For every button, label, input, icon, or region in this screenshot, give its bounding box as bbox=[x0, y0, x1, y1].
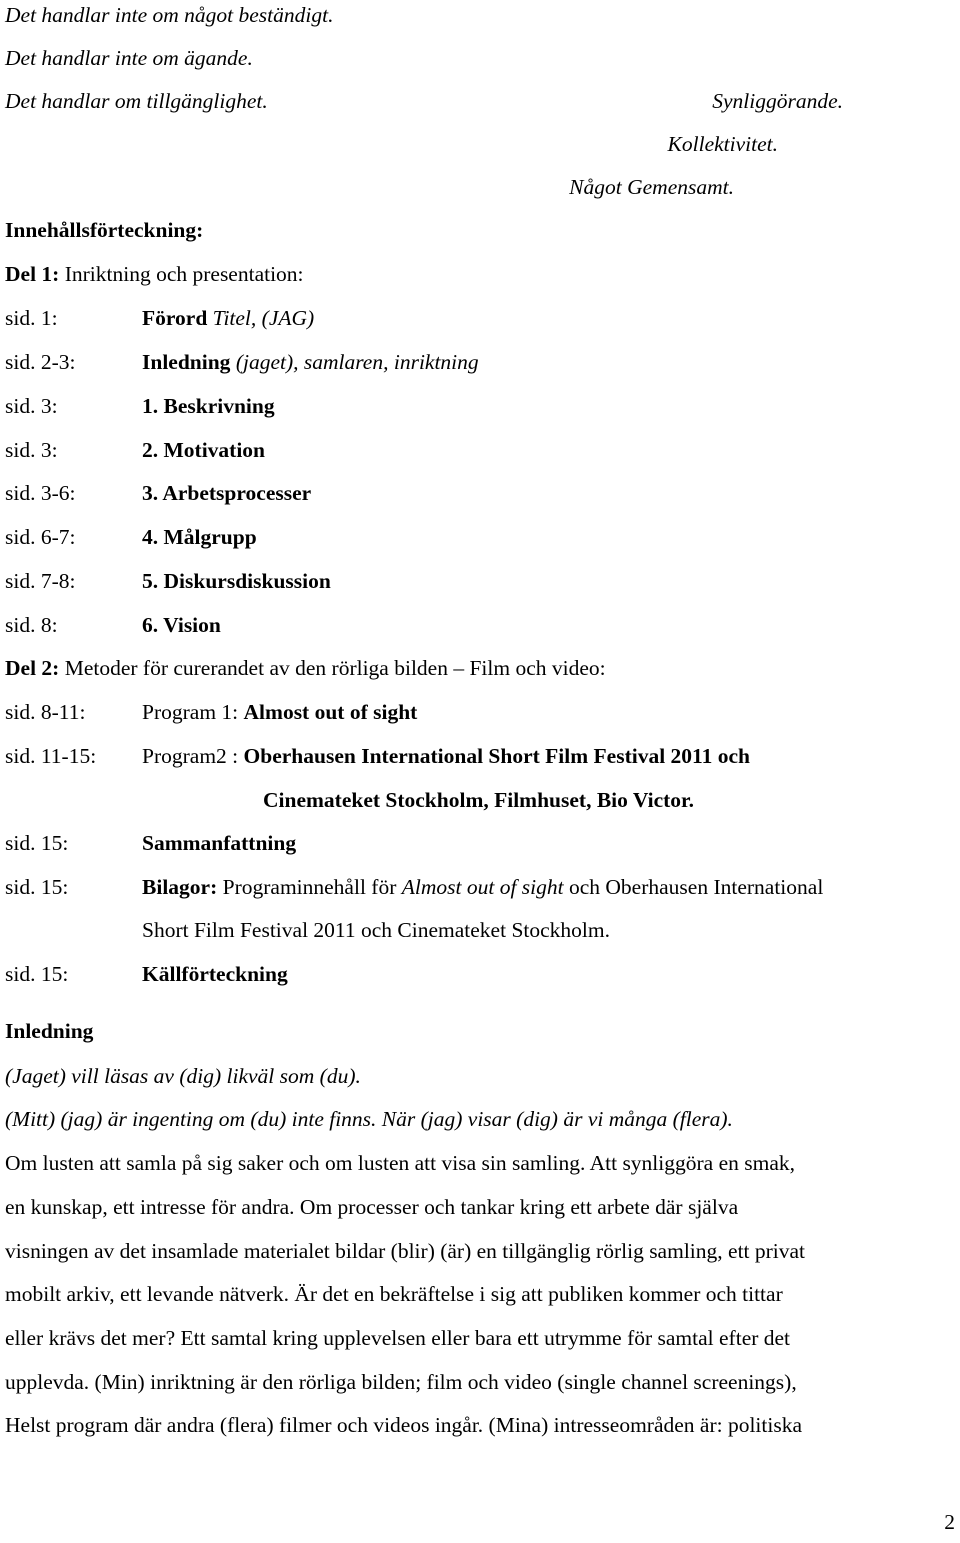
toc-entry-title: 2. Motivation bbox=[142, 438, 266, 462]
epigraph-line-3: Det handlar om tillgänglighet. bbox=[5, 89, 268, 113]
toc-page: sid. 8-11: bbox=[5, 700, 86, 724]
toc-entry-title: 4. Målgrupp bbox=[142, 525, 257, 549]
toc-entry-title-continued: Cinemateket Stockholm, Filmhuset, Bio Victor. bbox=[263, 788, 694, 812]
toc-part-1-title: Inriktning och presentation: bbox=[64, 262, 304, 286]
toc-entry-prefix: Program 1: bbox=[142, 700, 244, 724]
toc-entry bbox=[142, 352, 479, 374]
epigraph-line-2: Det handlar inte om ägande. bbox=[5, 46, 253, 70]
toc-entry bbox=[142, 702, 417, 724]
body-line: mobilt arkiv, ett levande nätverk. Är det en bekräftelse i sig att publiken kommer och tittar bbox=[5, 1282, 783, 1306]
toc-page: sid. 15: bbox=[5, 962, 69, 986]
toc-entry-title: 3. Arbetsprocesser bbox=[142, 481, 312, 505]
epigraph-line-1: Det handlar inte om något beständigt. bbox=[5, 3, 334, 27]
body-line: upplevda. (Min) inriktning är den rörliga bilden; film och video (single channel screenings), bbox=[5, 1370, 797, 1394]
intro-italic-line: (Mitt) (jag) är ingenting om (du) inte finns. När (jag) visar (dig) är vi många (flera). bbox=[5, 1107, 733, 1131]
toc-part-2-title: Metoder för curerandet av den rörliga bilden – Film och video: bbox=[64, 656, 606, 680]
toc-entry bbox=[142, 877, 823, 899]
toc-page: sid. 3: bbox=[5, 438, 58, 462]
toc-page: sid. 2-3: bbox=[5, 350, 76, 374]
page-number: 2 bbox=[944, 1510, 955, 1534]
toc-part-2-label: Del 2: bbox=[5, 656, 60, 680]
toc-heading: Innehållsförteckning: bbox=[5, 218, 204, 242]
toc-page: sid. 6-7: bbox=[5, 525, 76, 549]
toc-page: sid. 8: bbox=[5, 613, 58, 637]
body-line: Om lusten att samla på sig saker och om lusten att visa sin samling. Att synliggöra en smak, bbox=[5, 1151, 796, 1175]
toc-entry-detail: Titel, (JAG) bbox=[207, 306, 315, 330]
body-line: en kunskap, ett intresse för andra. Om processer och tankar kring ett arbete där själva bbox=[5, 1195, 739, 1219]
body-line: Helst program där andra (flera) filmer och videos ingår. (Mina) intresseområden är: politiska bbox=[5, 1413, 803, 1437]
toc-page: sid. 15: bbox=[5, 875, 69, 899]
toc-part-1 bbox=[5, 264, 304, 286]
toc-entry bbox=[142, 308, 314, 330]
toc-page: sid. 3: bbox=[5, 394, 58, 418]
section-heading: Inledning bbox=[5, 1019, 94, 1043]
toc-entry-detail: och Oberhausen International bbox=[563, 875, 824, 899]
epigraph-right-3: Något Gemensamt. bbox=[569, 175, 734, 199]
toc-entry-title: Oberhausen International Short Film Festival 2011 och bbox=[243, 744, 750, 768]
toc-entry-detail: (jaget), samlaren, inriktning bbox=[230, 350, 479, 374]
epigraph-right-1: Synliggörande. bbox=[712, 89, 843, 113]
toc-entry-title: Almost out of sight bbox=[243, 700, 418, 724]
toc-part-2 bbox=[5, 658, 606, 680]
toc-entry-title: Förord bbox=[142, 306, 208, 330]
body-line: eller krävs det mer? Ett samtal kring upplevelsen eller bara ett utrymme för samtal efter det bbox=[5, 1326, 791, 1350]
intro-italic-line: (Jaget) vill läsas av (dig) likväl som (du). bbox=[5, 1064, 361, 1088]
toc-page: sid. 1: bbox=[5, 306, 58, 330]
toc-page: sid. 7-8: bbox=[5, 569, 76, 593]
toc-page: sid. 3-6: bbox=[5, 481, 76, 505]
toc-entry-title: 1. Beskrivning bbox=[142, 394, 275, 418]
toc-page: sid. 11-15: bbox=[5, 744, 97, 768]
toc-entry-detail-italic: Almost out of sight bbox=[401, 875, 564, 899]
toc-entry-continued: Short Film Festival 2011 och Cinemateket Stockholm. bbox=[142, 918, 610, 942]
body-line: visningen av det insamlade materialet bildar (blir) (är) en tillgänglig rörlig samling, ett privat bbox=[5, 1239, 806, 1263]
toc-entry-title: Bilagor: bbox=[142, 875, 218, 899]
toc-entry-detail: Programinnehåll för bbox=[217, 875, 402, 899]
toc-page: sid. 15: bbox=[5, 831, 69, 855]
toc-entry-title: 5. Diskursdiskussion bbox=[142, 569, 331, 593]
toc-entry-prefix: Program2 : bbox=[142, 744, 244, 768]
epigraph-right-2: Kollektivitet. bbox=[667, 132, 778, 156]
toc-part-1-label: Del 1: bbox=[5, 262, 60, 286]
toc-entry-title: Källförteckning bbox=[142, 962, 288, 986]
toc-entry-title: Inledning bbox=[142, 350, 231, 374]
toc-entry-title: 6. Vision bbox=[142, 613, 221, 637]
toc-entry bbox=[142, 746, 750, 768]
toc-entry-title: Sammanfattning bbox=[142, 831, 297, 855]
